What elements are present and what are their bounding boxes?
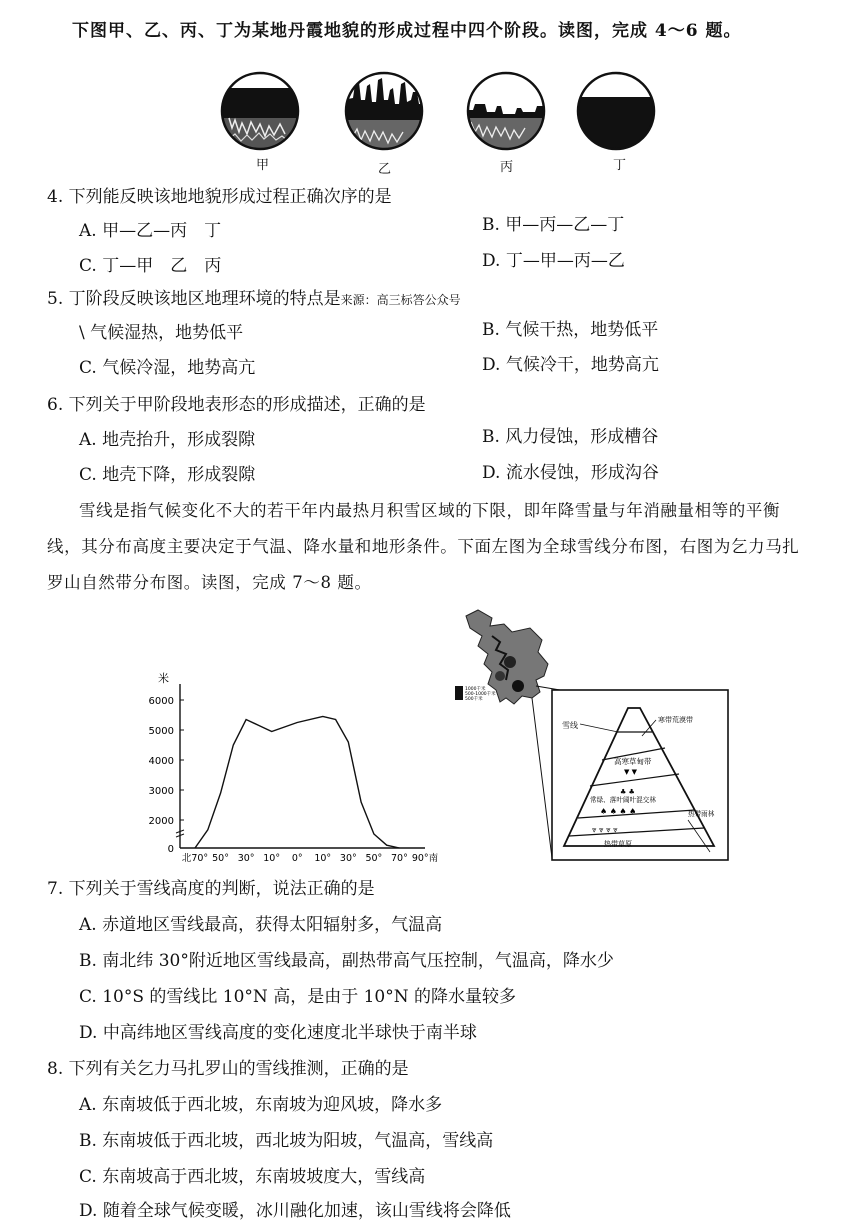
y-tick-label: 4000 — [148, 756, 174, 767]
q8-option-d: D. 随着全球气候变暖，冰川融化加速，该山雪线将会降低 — [79, 1201, 511, 1221]
q4-stem: 4. 下列能反映该地地貌形成过程正确次序的是 — [47, 187, 392, 207]
x-tick-label: 30° — [237, 853, 255, 864]
snowline-para-line-2: 线，其分布高度主要决定于气温、降水量和地形条件。下面左图为全球雪线分布图，右图为乞力马扎 — [47, 537, 800, 556]
stage-label-jia: 甲 — [256, 158, 270, 173]
q7-option-c: C. 10°S 的雪线比 10°N 高，是由于 10°N 的降水量较多 — [79, 987, 517, 1007]
x-tick-label: 0° — [291, 853, 303, 864]
q4-option-d: D. 丁—甲—丙—乙 — [482, 251, 625, 271]
q7-option-a: A. 赤道地区雪线最高，获得太阳辐射多，气温高 — [79, 915, 443, 935]
snowline-para-line-3: 罗山自然带分布图。读图，完成 7～8 题。 — [47, 573, 372, 592]
stage-circle-ding — [575, 70, 657, 152]
svg-text:500-1000千米: 500-1000千米 — [465, 692, 496, 697]
q4-option-a: A. 甲—乙—丙 丁 — [79, 221, 222, 241]
q6-option-c: C. 地壳下降，形成裂隙 — [79, 465, 256, 485]
stage-label-ding: 丁 — [613, 158, 627, 173]
q8-stem: 8. 下列有关乞力马扎罗山的雪线推测，正确的是 — [47, 1059, 409, 1079]
x-tick-label: 90°南 — [411, 853, 439, 864]
label-zone-desert: 寒带荒漠带 — [658, 716, 693, 724]
label-zone-savanna: 热带草原 — [604, 840, 632, 848]
map-legend-swatch — [455, 686, 463, 700]
label-zone-meadow: 高寒草甸带 — [614, 757, 652, 766]
snowline-series-line — [195, 717, 399, 849]
q5-stem-text: 5. 丁阶段反映该地区地理环境的特点是 — [47, 289, 341, 309]
q5-option-a: \ 气候湿热，地势低平 — [79, 323, 244, 343]
stage-label-bing: 丙 — [500, 160, 514, 175]
x-tick-label: 北70° — [181, 853, 209, 864]
q6-option-a: A. 地壳抬升，形成裂隙 — [79, 430, 256, 450]
svg-text:♠ ♠ ♠ ♠: ♠ ♠ ♠ ♠ — [600, 807, 637, 816]
q6-option-d: D. 流水侵蚀，形成沟谷 — [482, 463, 659, 483]
map-legend-text: 1000千米 — [465, 687, 486, 692]
q4-option-b: B. 甲—丙—乙—丁 — [482, 215, 625, 235]
section-intro-4-6: 下图甲、乙、丙、丁为某地丹霞地貌的形成过程中四个阶段。读图，完成 4～6 题。 — [72, 21, 742, 41]
q6-option-b: B. 风力侵蚀，形成槽谷 — [482, 427, 659, 447]
x-tick-label: 10° — [314, 853, 332, 864]
q8-option-a: A. 东南坡低于西北坡，东南坡为迎风坡，降水多 — [79, 1095, 443, 1115]
svg-text:▼ ▼: ▼ ▼ — [624, 768, 637, 776]
q8-option-b: B. 东南坡低于西北坡，西北坡为阳坡，气温高，雪线高 — [79, 1131, 494, 1151]
x-tick-label: 70° — [391, 853, 408, 864]
q5-stem — [47, 288, 461, 311]
stage-circle-jia — [219, 70, 301, 152]
snowline-chart — [140, 668, 440, 868]
label-snowline: 雪线 — [562, 721, 578, 730]
callout-line-left — [532, 698, 552, 858]
y-axis-label: 米 — [158, 672, 169, 685]
q8-option-c: C. 东南坡高于西北坡，东南坡坡度大，雪线高 — [79, 1167, 426, 1187]
q5-option-c: C. 气候冷湿，地势高亢 — [79, 358, 256, 378]
svg-text:⩔ ⩔ ⩔ ⩔: ⩔ ⩔ ⩔ ⩔ — [592, 825, 618, 834]
stage-circle-bing — [465, 70, 547, 152]
y-tick-label: 6000 — [148, 696, 174, 707]
q4-option-c: C. 丁—甲 乙 丙 — [79, 256, 222, 276]
label-zone-rainforest: 热带雨林 — [688, 810, 715, 818]
y-tick-label: 0 — [167, 844, 174, 855]
svg-text:♣ ♣: ♣ ♣ — [620, 788, 635, 796]
q5-source-note: 来源：高三标答公众号 — [340, 293, 461, 307]
y-tick-label: 3000 — [148, 786, 174, 797]
kilimanjaro-diagram — [452, 606, 742, 868]
q7-option-d: D. 中高纬地区雪线高度的变化速度北半球快于南半球 — [79, 1023, 477, 1043]
x-tick-label: 10° — [263, 853, 281, 864]
svg-text:500千米: 500千米 — [465, 697, 483, 702]
snowline-para-line-1: 雪线是指气候变化不大的若干年内最热月积雪区域的下限，即年降雪量与年消融量相等的平衡 — [79, 501, 781, 520]
x-tick-label: 50° — [365, 853, 383, 864]
stage-label-yi: 乙 — [378, 162, 392, 177]
y-tick-label: 2000 — [148, 816, 174, 827]
label-zone-mixed-forest: 常绿、落叶阔叶混交林 — [590, 796, 656, 804]
x-tick-label: 30° — [339, 853, 357, 864]
q5-option-b: B. 气候干热，地势低平 — [482, 320, 659, 340]
q7-stem: 7. 下列关于雪线高度的判断，说法正确的是 — [47, 879, 375, 899]
stage-circle-yi — [343, 70, 425, 152]
q5-option-d: D. 气候冷干，地势高亢 — [482, 355, 659, 375]
y-tick-label: 5000 — [148, 726, 174, 737]
q7-option-b: B. 南北纬 30°附近地区雪线最高，副热带高气压控制，气温高，降水少 — [79, 951, 614, 971]
q6-stem: 6. 下列关于甲阶段地表形态的形成描述，正确的是 — [47, 395, 426, 415]
x-tick-label: 50° — [212, 853, 229, 864]
